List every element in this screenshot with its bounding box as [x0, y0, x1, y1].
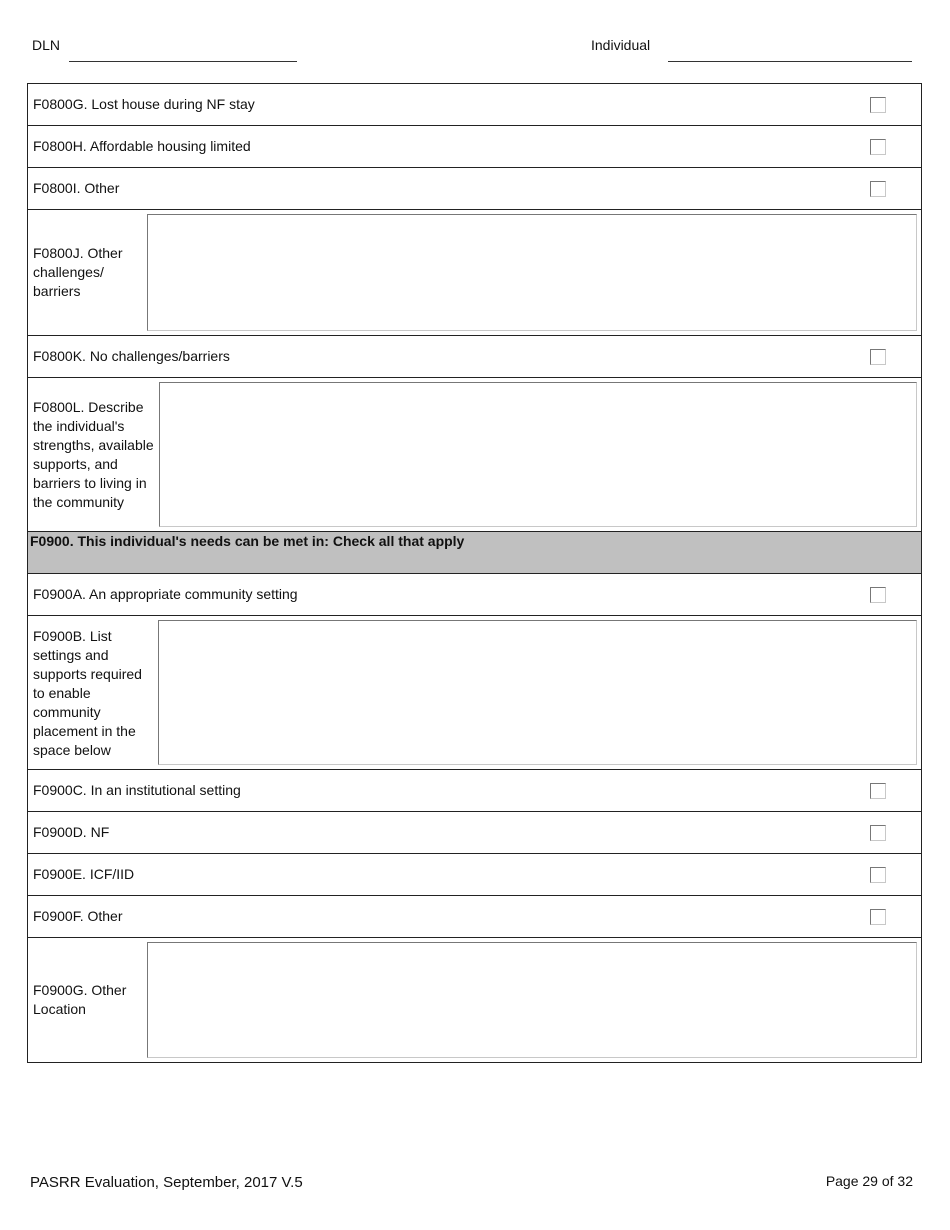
row-f0900a: [28, 574, 921, 616]
form-table: [27, 83, 922, 1063]
f0800g-checkbox[interactable]: [870, 97, 886, 113]
f0900e-label: F0900E. ICF/IID: [33, 866, 135, 882]
row-f0900c: [28, 770, 921, 812]
f0900g-label: F0900G. Other Location: [33, 982, 127, 1017]
row-f0800h: [28, 126, 921, 168]
row-f0800k: [28, 336, 921, 378]
f0900d-label: F0900D. NF: [33, 824, 110, 840]
dln-field-line[interactable]: [69, 61, 297, 62]
row-f0900e: [28, 854, 921, 896]
f0800h-label: F0800H. Affordable housing limited: [33, 138, 251, 154]
f0800l-label: F0800L. Describe the individual's strengths, available supports, and barriers to living in the community: [33, 399, 154, 510]
f0800j-textarea[interactable]: [147, 214, 917, 331]
individual-field-line[interactable]: [668, 61, 912, 62]
f0800i-checkbox[interactable]: [870, 181, 886, 197]
row-f0800i: [28, 168, 921, 210]
f0900b-textarea[interactable]: [158, 620, 917, 765]
footer-form-name: PASRR Evaluation, September, 2017 V.5: [30, 1174, 303, 1191]
f0900b-label: F0900B. List settings and supports required to enable community placement in the space below: [33, 628, 142, 758]
dln-label: DLN: [32, 37, 61, 53]
row-f0900b: [28, 616, 921, 770]
f0900g-textarea[interactable]: [147, 942, 917, 1058]
row-f0900d: [28, 812, 921, 854]
f0800j-label: F0800J. Other challenges/ barriers: [33, 245, 123, 299]
f0800k-label: F0800K. No challenges/barriers: [33, 348, 230, 364]
section-f0900: [28, 532, 921, 574]
f0900a-checkbox[interactable]: [870, 587, 886, 603]
f0900d-checkbox[interactable]: [870, 825, 886, 841]
f0800i-label: F0800I. Other: [33, 180, 120, 196]
footer-page-number: Page 29 of 32: [825, 1173, 913, 1189]
row-f0800l: [28, 378, 921, 532]
individual-label: Individual: [591, 37, 651, 53]
row-f0800j: [28, 210, 921, 336]
f0900a-label: F0900A. An appropriate community setting: [33, 586, 298, 602]
row-f0800g: [28, 84, 921, 126]
f0800l-textarea[interactable]: [159, 382, 917, 527]
f0900f-label: F0900F. Other: [33, 908, 123, 924]
row-f0900f: [28, 896, 921, 938]
f0900-heading: F0900. This individual's needs can be met in: Check all that apply: [30, 533, 465, 549]
f0800h-checkbox[interactable]: [870, 139, 886, 155]
f0800k-checkbox[interactable]: [870, 349, 886, 365]
f0900e-checkbox[interactable]: [870, 867, 886, 883]
f0900c-checkbox[interactable]: [870, 783, 886, 799]
f0800g-label: F0800G. Lost house during NF stay: [33, 96, 255, 112]
row-f0900g: [28, 938, 921, 1063]
f0900c-label: F0900C. In an institutional setting: [33, 782, 241, 798]
f0900f-checkbox[interactable]: [870, 909, 886, 925]
